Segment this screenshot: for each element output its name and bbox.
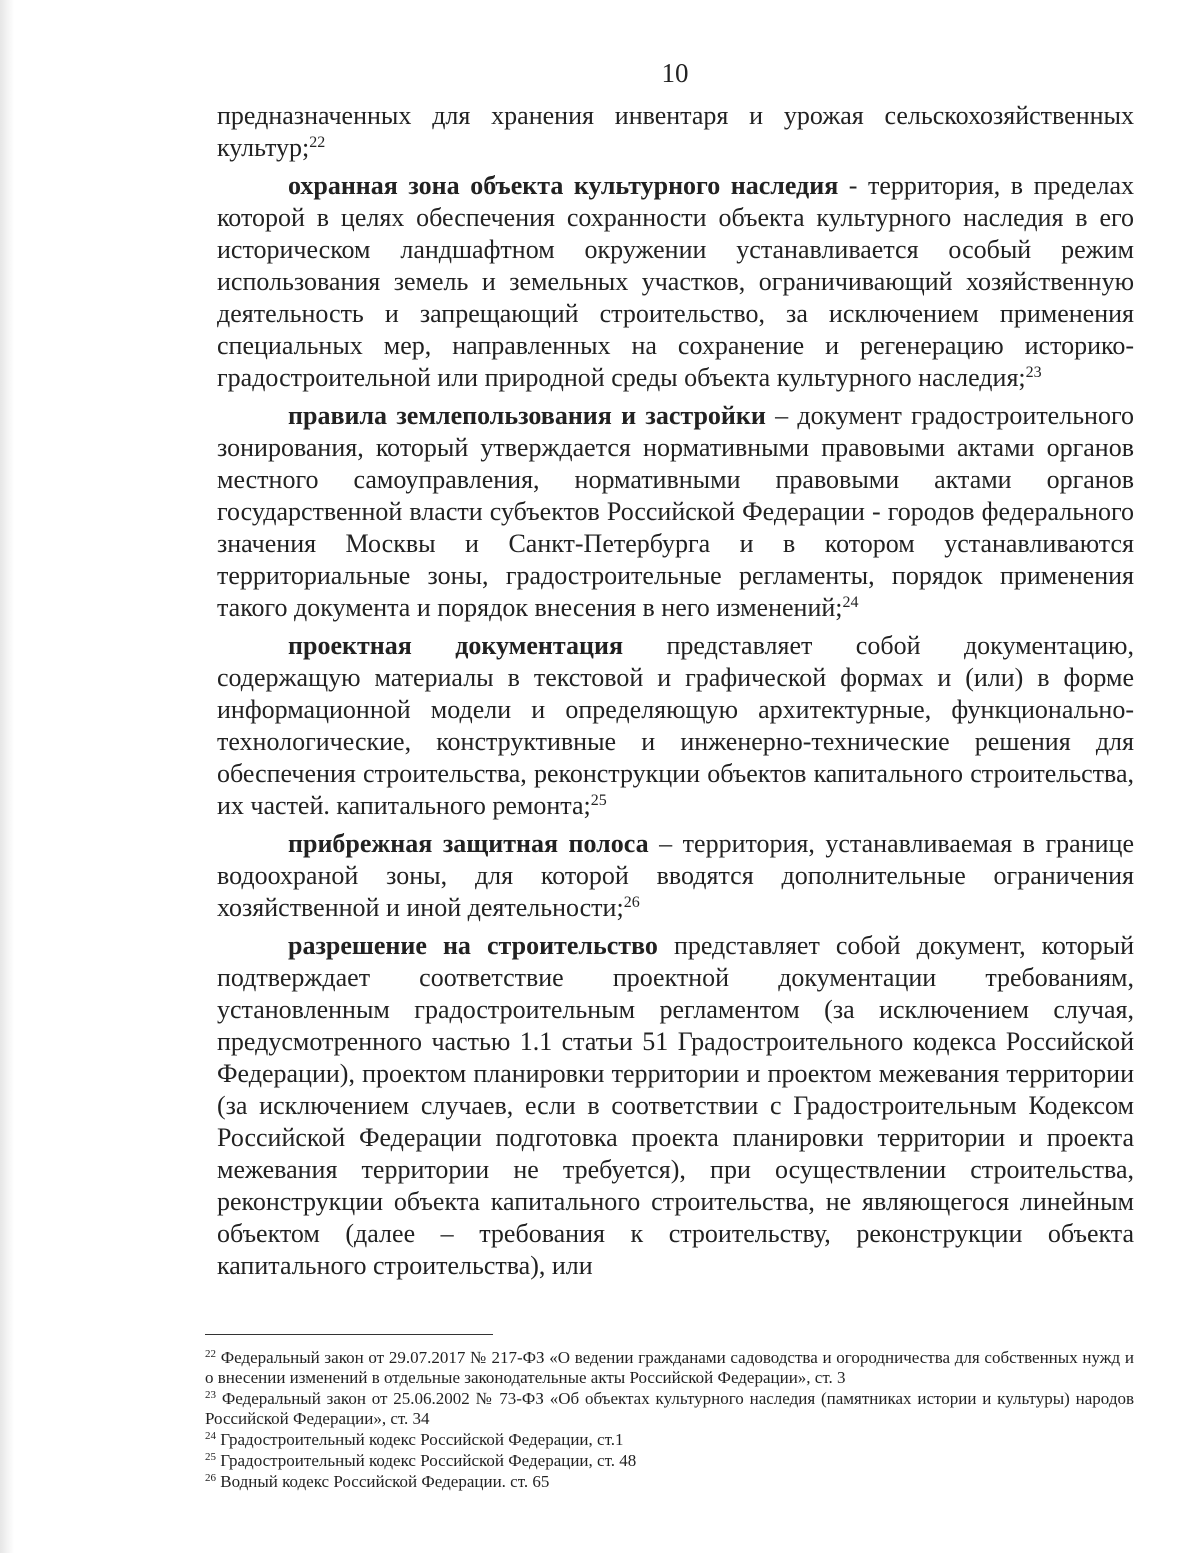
- document-body: [217, 100, 1134, 1288]
- footnote-ref: 25: [590, 792, 607, 809]
- footnote-separator: [205, 1334, 493, 1335]
- definition-land-use-rules: [217, 400, 1134, 624]
- definition-protected-zone: [217, 170, 1134, 394]
- paragraph-text: предназначенных для хранения инвентаря и урожая сельскохозяйственных культур;: [217, 101, 1134, 162]
- definition-term: правила землепользования и застройки: [288, 401, 766, 430]
- footnote: [205, 1451, 1134, 1471]
- footnote-number: 24: [205, 1430, 216, 1442]
- footnote-text: Градостроительный кодекс Российской Федерации, ст. 48: [216, 1451, 637, 1470]
- definition-text: представляет собой документацию, содержащую материалы в текстовой и графической формах и (или) в форме информационной модели и определяющую архитектурные, функционально-технологические, конструктивные и инженерно-технические решения для обеспечения строительства, реконструкции объектов капитального строительства, их частей. капитального ремонта;: [217, 631, 1134, 820]
- footnote-text: Федеральный закон от 25.06.2002 № 73-ФЗ «Об объектах культурного наследия (памятниках истории и культуры) народов Российской Федерации», ст. 34: [205, 1389, 1134, 1428]
- footnote-number: 22: [205, 1348, 216, 1360]
- footnote-ref: 22: [309, 134, 326, 151]
- footnote-ref: 24: [842, 594, 859, 611]
- footnotes: [205, 1348, 1134, 1493]
- footnote: [205, 1430, 1134, 1450]
- footnote-text: Градостроительный кодекс Российской Федерации, ст.1: [216, 1430, 624, 1449]
- footnote-text: Федеральный закон от 29.07.2017 № 217-ФЗ «О ведении гражданами садоводства и огородничества для собственных нужд и о внесении изменений в отдельные законодательные акты Российской Федерации», ст. 3: [205, 1348, 1134, 1387]
- footnote-number: 26: [205, 1472, 216, 1484]
- page-number: 10: [661, 58, 689, 88]
- definition-term: прибрежная защитная полоса: [288, 829, 649, 858]
- paragraph-continuation: [217, 100, 1134, 164]
- footnote: [205, 1348, 1134, 1388]
- definition-term: разрешение на строительство: [288, 931, 658, 960]
- footnote: [205, 1472, 1134, 1492]
- footnote-ref: 23: [1025, 364, 1042, 381]
- definition-project-documentation: [217, 630, 1134, 822]
- definition-coastal-strip: [217, 828, 1134, 924]
- definition-text: – территория, устанавливаемая в границе водоохраной зоны, для которой вводятся дополнительные ограничения хозяйственной и иной деятельности;: [217, 829, 1135, 922]
- definition-text: представляет собой документ, который подтверждает соответствие проектной документации требованиям, установленным градостроительным регламентом (за исключением случая, предусмотренного частью 1.1 статьи 51 Градостроительного кодекса Российской Федерации), проектом планировки территории и проектом межевания территории (за исключением случаев, если в соответствии с Градостроительным Кодексом Российской Федерации подготовка проекта планировки территории и проекта межевания территории не требуется), при осуществлении строительства, реконструкции объекта капитального строительства, не являющегося линейным объектом (далее – требования к строительству, реконструкции объекта капитального строительства), или: [217, 931, 1134, 1280]
- definition-text: – документ градостроительного зонирования, который утверждается нормативными правовыми актами органов местного самоуправления, нормативными правовыми актами органов государственной власти субъектов Российской Федерации - городов федерального значения Москвы и Санкт-Петербурга и в котором устанавливаются территориальные зоны, градостроительные регламенты, порядок применения такого документа и порядок внесения в него изменений;: [217, 401, 1134, 622]
- footnote-number: 25: [205, 1451, 216, 1463]
- footnote-ref: 26: [623, 894, 640, 911]
- footnote-text: Водный кодекс Российской Федерации. ст. 65: [216, 1472, 550, 1491]
- definition-term: проектная документация: [288, 631, 624, 660]
- definition-text: - территория, в пределах которой в целях обеспечения сохранности объекта культурного наследия в его историческом ландшафтном окружении устанавливается особый режим использования земель и земельных участков, ограничивающий хозяйственную деятельность и запрещающий строительство, за исключением применения специальных мер, направленных на сохранение и регенерацию историко-градостроительной или природной среды объекта культурного наследия;: [217, 171, 1134, 392]
- definition-building-permit: [217, 930, 1134, 1282]
- footnote-number: 23: [205, 1389, 216, 1401]
- scan-edge-shadow: [0, 0, 14, 1553]
- footnote: [205, 1389, 1134, 1429]
- definition-term: охранная зона объекта культурного наследия: [288, 171, 839, 200]
